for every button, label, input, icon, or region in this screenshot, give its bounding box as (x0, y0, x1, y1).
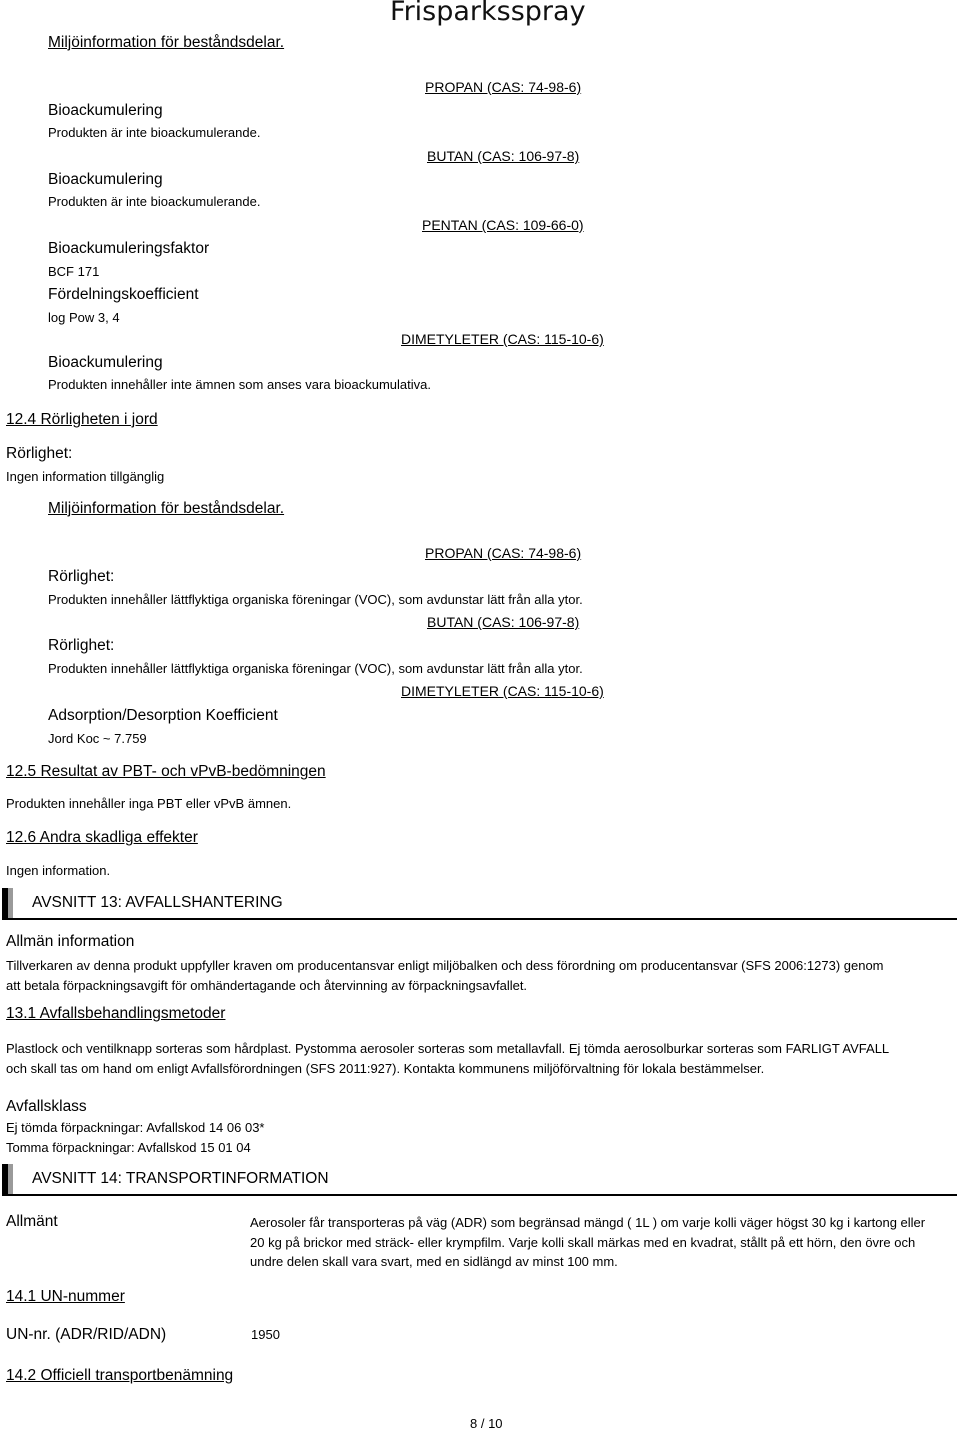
mobility-text: Produkten innehåller lättflyktiga organiska föreningar (VOC), som avdunstar lätt från alla ytor. (48, 661, 583, 676)
koc-value: Jord Koc ~ 7.759 (48, 731, 147, 746)
section-14-1-heading: 14.1 UN-nummer (6, 1288, 125, 1305)
bcf-value: BCF 171 (48, 264, 100, 279)
page-number: 8 / 10 (470, 1416, 503, 1431)
component-dimetyleter: DIMETYLETER (CAS: 115-10-6) (401, 683, 604, 699)
section-12-6-heading: 12.6 Andra skadliga effekter (6, 829, 198, 846)
bcf-label: Bioackumuleringsfaktor (48, 240, 210, 257)
banner-bar-shade (8, 1164, 13, 1194)
mobility-label: Rörlighet: (48, 637, 115, 654)
bioaccumulation-text: Produkten är inte bioackumulerande. (48, 125, 261, 140)
mobility-label: Rörlighet: (48, 568, 115, 585)
section-12-5-heading: 12.5 Resultat av PBT- och vPvB-bedömningen (6, 763, 326, 780)
component-dimetyleter: DIMETYLETER (CAS: 115-10-6) (401, 331, 604, 347)
component-propan: PROPAN (CAS: 74-98-6) (425, 545, 582, 561)
section-13-1-heading: 13.1 Avfallsbehandlingsmetoder (6, 1005, 226, 1022)
section-13-title: AVSNITT 13: AVFALLSHANTERING (32, 894, 283, 911)
general-info-text: Tillverkaren av denna produkt uppfyller kraven om producentansvar enligt miljöbalken och dess förordning om producentansvar (SFS 2006:1273) genom att betala förpackningsavgift för omhändertagande och återvinning av förpackningsavfallet. (6, 958, 884, 993)
transport-general-label: Allmänt (6, 1213, 58, 1230)
env-info-heading: Miljöinformation för beståndsdelar. (48, 500, 285, 517)
component-butan: BUTAN (CAS: 106-97-8) (427, 148, 580, 164)
koc-label: Adsorption/Desorption Koefficient (48, 707, 278, 724)
component-butan: BUTAN (CAS: 106-97-8) (427, 614, 580, 630)
page-title: Frisparksspray (390, 0, 586, 27)
env-info-heading: Miljöinformation för beståndsdelar. (48, 34, 285, 51)
mobility-text: Produkten innehåller lättflyktiga organiska föreningar (VOC), som avdunstar lätt från alla ytor. (48, 592, 583, 607)
section-12-4-heading: 12.4 Rörligheten i jord (6, 411, 158, 428)
banner-bar-shade (8, 888, 13, 918)
bioaccumulation-label: Bioackumulering (48, 171, 163, 188)
mobility-text: Ingen information tillgänglig (6, 469, 165, 484)
component-propan: PROPAN (CAS: 74-98-6) (425, 79, 582, 95)
bioaccumulation-text: Produkten är inte bioackumulerande. (48, 194, 261, 209)
section-14-title: AVSNITT 14: TRANSPORTINFORMATION (32, 1170, 329, 1187)
waste-class-line: Tomma förpackningar: Avfallskod 15 01 04 (6, 1140, 251, 1155)
other-effects-text: Ingen information. (6, 863, 111, 878)
partition-coefficient-value: log Pow 3, 4 (48, 310, 120, 325)
component-pentan: PENTAN (CAS: 109-66-0) (422, 217, 584, 233)
waste-class-line: Ej tömda förpackningar: Avfallskod 14 06 03* (6, 1120, 265, 1135)
section-14-2-heading: 14.2 Officiell transportbenämning (6, 1367, 234, 1384)
section-14-banner (2, 1164, 957, 1196)
disposal-methods-text: Plastlock och ventilknapp sorteras som hårdplast. Pystomma aerosoler sorteras som metallavfall. Ej tömda aerosolburkar sorteras som FARLIGT AVFALL och skall tas om hand om enligt Avfallsförordningen (SFS 2011:927). Kontakta kommunens miljöförvaltning för lokala bestämmelser. (6, 1041, 889, 1076)
un-number-value: 1950 (251, 1327, 280, 1342)
pbt-text: Produkten innehåller inga PBT eller vPvB ämnen. (6, 796, 292, 811)
partition-coefficient-label: Fördelningskoefficient (48, 286, 199, 303)
bioaccumulation-label: Bioackumulering (48, 102, 163, 119)
section-13-banner (2, 888, 957, 920)
mobility-label: Rörlighet: (6, 445, 73, 462)
transport-general-text: Aerosoler får transporteras på väg (ADR) som begränsad mängd ( 1L ) om varje kolli väger högst 30 kg i kartong eller 20 kg på brickor med sträck- eller krympfilm. Varje kolli skall märkas med en kvadrat, stållt på ett hörn, den övre och undre delen skall vara svart, med en sidlängd av minst 100 mm. (250, 1215, 926, 1269)
waste-class-label: Avfallsklass (6, 1098, 87, 1115)
bioaccumulation-text: Produkten innehåller inte ämnen som anses vara bioackumulativa. (48, 377, 431, 392)
un-number-label: UN-nr. (ADR/RID/ADN) (6, 1326, 167, 1343)
bioaccumulation-label: Bioackumulering (48, 354, 163, 371)
general-info-label: Allmän information (6, 933, 135, 950)
